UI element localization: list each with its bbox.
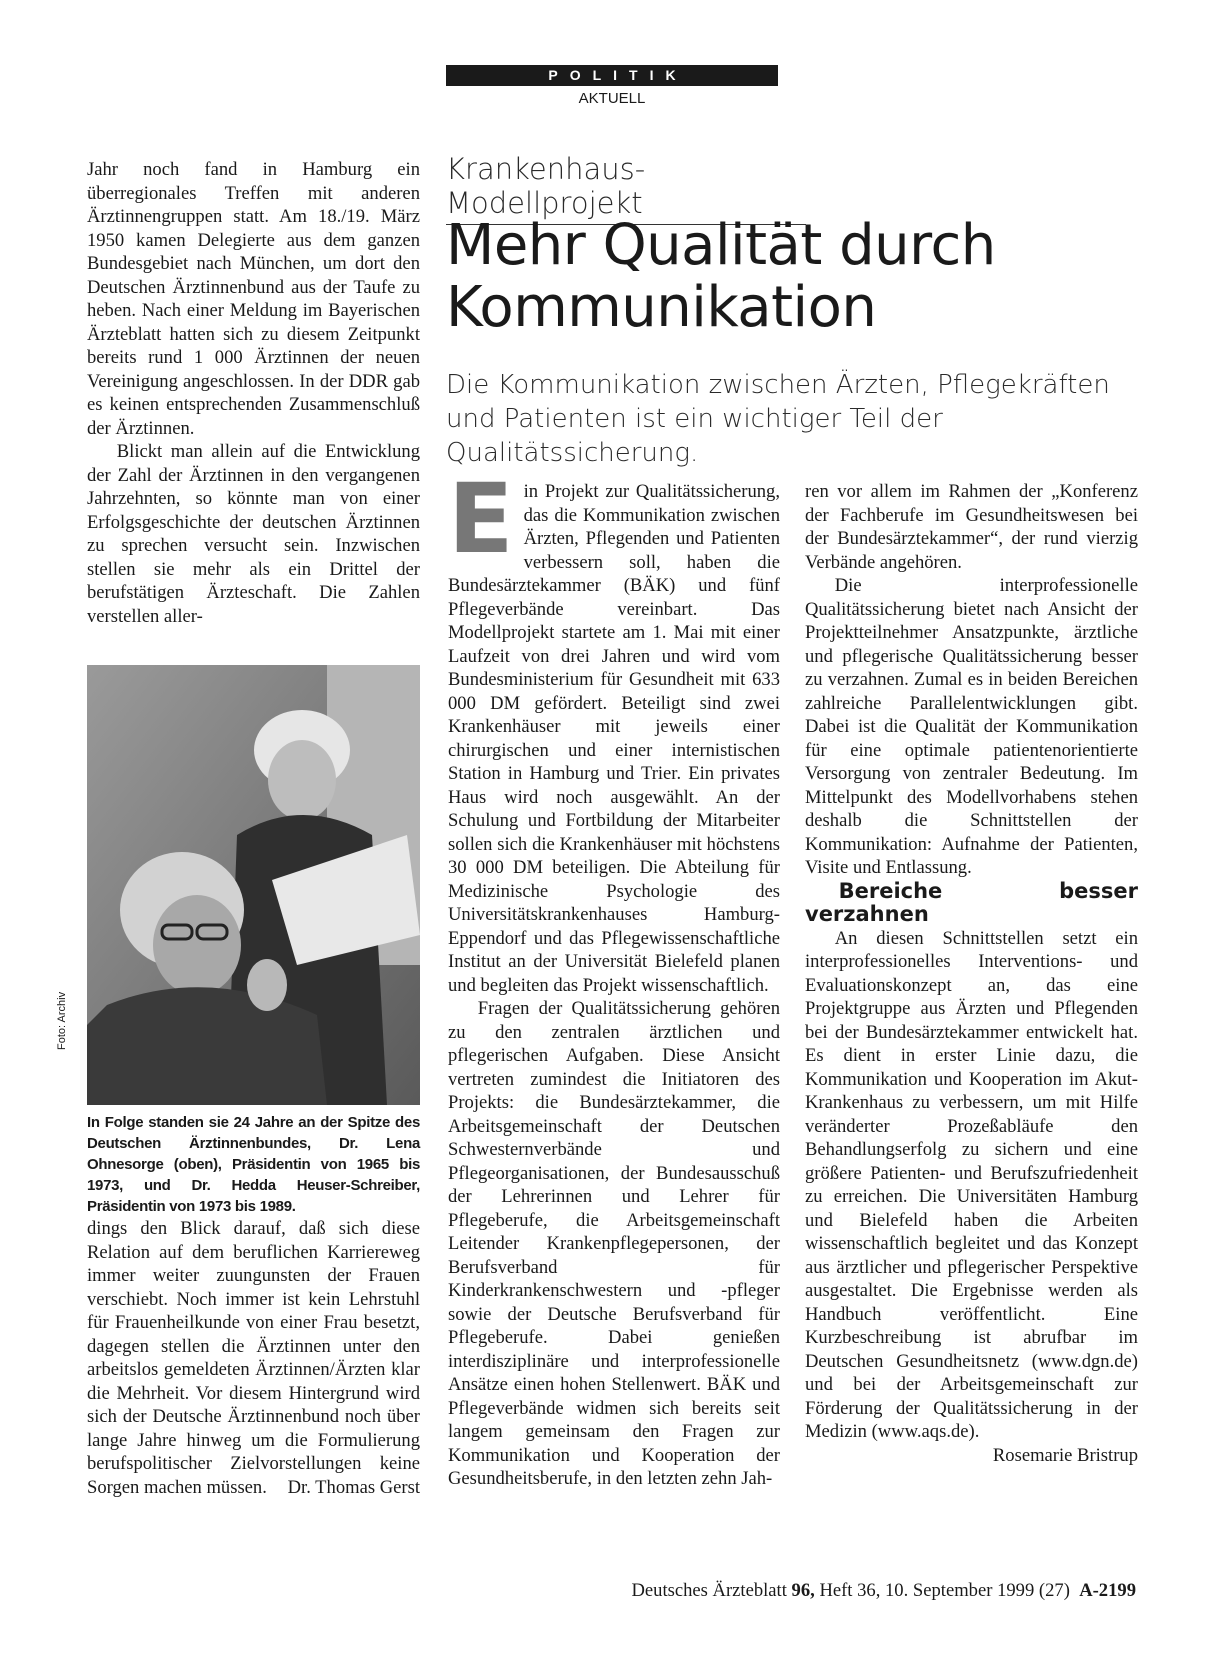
subsection-label: AKTUELL bbox=[578, 90, 646, 107]
article-paragraph-4: Die interprofessionelle Qualitätssicherung bietet nach Ansicht der Projektteilnehmer Ansatzpunkte, ärztliche und pflegerische Qualitätssicherung besser zu verzahnen. Zumal es in beiden Bereichen zahlreiche Parallelentwicklungen gibt. Dabei ist die Qualität der Kommunikation für eine optimale patientenorientierte Versorgung von zentraler Bedeutung. Im Mittelpunkt des Modellvorhabens stehen deshalb die Schnittstellen der Kommunikation: Aufnahme der Patienten, Visite und Entlassung. bbox=[805, 575, 1138, 878]
article-column-right bbox=[805, 480, 1138, 1467]
photo-credit: Foto: Archiv bbox=[56, 991, 68, 1050]
left-paragraph-2: Blickt man allein auf die Entwicklung der Zahl der Ärztinnen in den vergangenen Jahrzehnten, so könnte man von einer Erfolgsgeschichte der deutschen Ärztinnen zu sprechen versucht sein. Inzwischen stellen sie mehr als ein Drittel der berufstätigen Ärzteschaft. Die Zahlen verstellen aller- bbox=[87, 441, 420, 627]
issue-info: Heft 36, 10. September 1999 (27) bbox=[819, 1580, 1070, 1601]
left-author: Dr. Thomas Gerst bbox=[287, 1476, 420, 1498]
photo-image bbox=[87, 665, 420, 1105]
photo-caption: In Folge standen sie 24 Jahre an der Spitze des Deutschen Ärztinnenbundes, Dr. Lena Ohnesorge (oben), Präsidentin von 1965 bis 1973, und Dr. Hedda Heuser-Schreiber, Präsidentin von 1973 bis 1989. bbox=[87, 1114, 420, 1215]
section-header: POLITIK bbox=[446, 65, 778, 86]
article-column-middle bbox=[448, 463, 780, 1491]
article-title: Mehr Qualität durch Kommunikation bbox=[446, 213, 996, 340]
article-subhead: Bereiche besser verzahnen bbox=[805, 878, 1138, 926]
article-paragraph-3: ren vor allem im Rahmen der „Konferenz der Fachberufe im Gesundheitswesen bei der Bundesärztekammer“, der rund vierzig Verbände angehören. bbox=[805, 481, 1138, 573]
page-footer bbox=[631, 1580, 1136, 1602]
journal-volume: 96, bbox=[791, 1580, 815, 1601]
left-column-top bbox=[87, 158, 420, 628]
page-number: A-2199 bbox=[1079, 1580, 1136, 1601]
article-paragraph-1: Ein Projekt zur Qualitätssicherung, das die Kommunikation zwischen Ärzten, Pflegenden und Patienten verbessern soll, haben die Bundesärztekammer (BÄK) und fünf Pflegeverbände vereinbart. Das Modellprojekt startete am 1. Mai mit einer Laufzeit von drei Jahren und wird vom Bundesministerium für Gesundheit mit 633 000 DM gefördert. Beteiligt sind zwei Krankenhäuser mit jeweils einer chirurgischen und einer internistischen Station in Hamburg und Trier. Ein privates Haus wird noch ausgewählt. An der Schulung und Fortbildung der Mitarbeiter sollen sich die Krankenhäuser mit höchstens 30 000 DM beteiligen. Die Abteilung für Medizinische Psychologie des Universitätskrankenhauses Hamburg-Eppendorf und das Pflegewissenschaftliche Institut an der Universität Bielefeld planen und begleiten das Projekt wissenschaftlich. bbox=[448, 463, 780, 996]
article-author: Rosemarie Bristrup bbox=[992, 1444, 1138, 1466]
article-lead: Die Kommunikation zwischen Ärzten, Pflegekräften und Patienten ist ein wichtiger Teil der Qualitätssicherung. bbox=[446, 370, 1110, 468]
article-paragraph-2: Fragen der Qualitätssicherung gehören zu den zentralen ärztlichen und pflegerischen Aufgaben. Diese Ansicht vertreten zumindest die Initiatoren des Projekts: die Bundesärztekammer, die Arbeitsgemeinschaft der Deutschen Schwesternverbände und Pflegeorganisationen, der Bundesausschuß der Lehrerinnen und Lehrer für Pflegeberufe, die Arbeitsgemeinschaft Leitender Krankenpflegepersonen, der Berufsverband für Kinderkrankenschwestern und -pfleger sowie der Deutsche Berufsverband für Pflegeberufe. Dabei genießen interdisziplinäre und interprofessionelle Ansätze einen hohen Stellenwert. BÄK und Pflegeverbände widmen sich bereits seit langem gemeinsam den Fragen zur Kommunikation und Kooperation der Gesundheitsberufe, in den letzten zehn Jah- bbox=[448, 998, 780, 1489]
archive-photo bbox=[87, 665, 420, 1105]
dropcap: E bbox=[448, 463, 514, 575]
left-paragraph-3: dings den Blick darauf, daß sich diese Relation auf dem beruflichen Karriereweg immer weiter zuungunsten der Frauen verschiebt. Noch immer ist kein Lehrstuhl für Frauenheilkunde von einer Frau besetzt, dagegen stellen die Ärztinnen unter den arbeitslos gemeldeten Ärztinnen/Ärzten klar die Mehrheit. Vor diesem Hintergrund wird sich der Deutsche Ärztinnenbund noch über lange Jahre hinweg um die Formulierung berufspolitischer Zielvorstellungen keine Sorgen machen müssen. Dr. Thomas Gerst bbox=[87, 1218, 420, 1498]
article-paragraph-5: An diesen Schnittstellen setzt ein interprofessionelles Interventions- und Evaluationskonzept an, das eine Projektgruppe aus Ärzten und Pflegenden bei der Bundesärztekammer entwickelt hat. Es dient in erster Linie dazu, die Kommunikation und Kooperation im Akut-Krankenhaus zu verbessern, um mit Hilfe veränderter Prozeßabläufe den Behandlungserfolg zu sichern und eine größere Patienten- und Berufszufriedenheit zu erreichen. Die Universitäten Hamburg und Bielefeld haben die Arbeiten wissenschaftlich begleitet und das Konzept aus ärztlicher und pflegerischer Perspektive ausgestaltet. Die Ergebnisse werden als Handbuch veröffentlicht. Eine Kurzbeschreibung ist abrufbar im Deutschen Gesundheitsnetz (www.dgn.de) und bei der Arbeitsgemeinschaft zur Förderung der Qualitätssicherung in der Medizin (www.aqs.de). Rosemarie Bristrup bbox=[805, 927, 1138, 1466]
journal-name: Deutsches Ärzteblatt bbox=[631, 1580, 787, 1601]
left-paragraph-1: Jahr noch fand in Hamburg ein überregionales Treffen mit anderen Ärztinnengruppen statt. Am 18./19. März 1950 kamen Delegierte aus dem ganzen Bundesgebiet nach München, um dort den Deutschen Ärztinnenbund aus der Taufe zu heben. Nach einer Meldung im Bayerischen Ärzteblatt hatten sich zu diesem Zeitpunkt bereits rund 1 000 Ärztinnen der neuen Vereinigung angeschlossen. In der DDR gab es keinen entsprechenden Zusammenschluß der Ärztinnen. bbox=[87, 159, 420, 439]
left-column-bottom bbox=[87, 1217, 420, 1499]
article-kicker: Krankenhaus-Modellprojekt bbox=[446, 152, 806, 225]
